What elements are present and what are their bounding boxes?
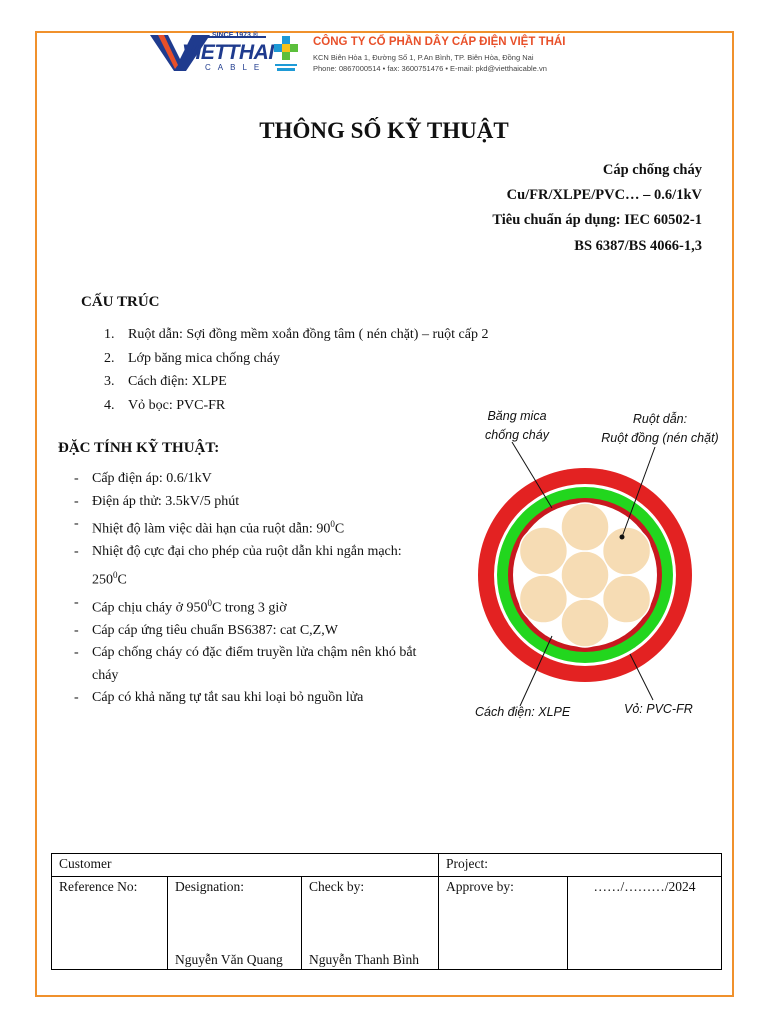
item-text-suffix: C [117,572,127,588]
conductor-strand [519,527,567,575]
project-cell: Project: [439,854,722,877]
item-text: Nhiệt độ làm việc dài hạn của ruột dẫn: 90 [92,521,331,537]
item-text: Cáp có khả năng tự tắt sau khi loại bỏ nguồn lửa [92,690,364,706]
superscript: 0 [113,569,118,580]
reference-cell [52,877,168,970]
conductor-strand [519,575,567,623]
designation-label: Designation: [175,879,244,894]
item-text: Cáp chịu cháy ở 950 [92,600,208,616]
check-label: Check by: [309,879,365,894]
cable-diagram-svg [470,400,740,730]
technical-list [74,468,419,710]
company-name: CÔNG TY CỔ PHẦN DÂY CÁP ĐIỆN VIỆT THÁI [313,36,566,48]
approval-table [51,853,722,970]
item-number: 4. [104,397,115,413]
table-row [52,854,722,877]
label-mica [473,407,561,445]
label-sheath: Vỏ: PVC-FR [624,702,693,716]
item-text: Lớp băng mica chống cháy [128,350,281,366]
company-contact: Phone: 0867000514 • fax: 3600751476 • E-mail: pkd@vietthaicable.vn [313,64,547,73]
conductor-strand [603,527,651,575]
item-text: Điện áp thử: 3.5kV/5 phút [92,493,240,509]
logo-since: SINCE 1973 ® [212,32,259,39]
spec-line: Cu/FR/XLPE/PVC… – 0.6/1kV [506,187,702,203]
checker-name: Nguyễn Thanh Bình [309,952,419,967]
list-item [104,323,488,347]
list-item: - Nhiệt độ cực đại cho phép của ruột dẫn khi ngắn mạch: $250^0C$ [74,544,402,588]
list-item: - Nhiệt độ làm việc dài hạn của ruột dẫn: $90^0C$ [74,516,345,537]
list-item: - Cấp điện áp: 0.6/1kV [74,471,212,486]
check-cell [302,877,439,970]
page-title: THÔNG SỐ KỸ THUẬT [259,118,509,143]
date-cell: ……/………/2024 [568,877,722,970]
item-text-suffix: C trong 3 giờ [212,600,287,616]
item-number: 1. [104,327,115,342]
list-item: - Điện áp thử: 3.5kV/5 phút [74,493,240,509]
logo-name: VIETTHAI [182,41,274,64]
list-item [104,370,488,394]
item-text: Cấp điện áp: 0.6/1kV [92,471,212,486]
conductor-strand [603,575,651,623]
technical-heading: ĐẶC TÍNH KỸ THUẬT: [58,440,220,456]
logo-sub: CABLE [205,63,267,72]
list-item: - Cáp cáp ứng tiêu chuẩn BS6387: cat C,Z,W [74,622,338,638]
label-conductor [590,410,730,448]
customer-cell: Customer [52,854,439,877]
item-number: 3. [104,374,115,389]
approve-label: Approve by: [446,879,514,894]
superscript: 0 [330,519,335,529]
structure-list [104,323,488,417]
list-item [104,394,488,418]
list-item: - Cáp chịu cháy ở $950^0C$ trong 3 giờ [74,594,287,616]
item-text-suffix: C [334,521,345,537]
spec-line: Cáp chống cháy [602,162,702,178]
spec-line: BS 6387/BS 4066-1,3 [574,238,702,254]
spec-line: Tiêu chuẩn áp dụng: IEC 60502-1 [492,212,702,228]
structure-heading: CẤU TRÚC [81,294,160,310]
item-number: 2. [104,350,115,366]
company-address: KCN Biên Hòa 1, Đường Số 1, P.An Bình, TP. Biên Hòa, Đồng Nai [313,53,534,62]
item-text: Cách điện: XLPE [128,374,227,389]
list-item: - Cáp có khả năng tự tắt sau khi loại bỏ nguồn lửa [74,690,364,706]
label-conductor-line: Ruột dẫn: [632,412,688,426]
certification-icon [272,34,300,74]
label-mica-line: chống cháy [485,428,549,442]
label-insulation: Cách điện: XLPE [475,705,571,719]
superscript: 0 [207,597,212,608]
list-item [104,347,488,371]
item-text: Cáp chống cháy có đặc điểm truyền lửa chậm nên khó bắt cháy [92,645,417,683]
table-row [52,877,722,970]
item-text: Vỏ bọc: PVC-FR [128,397,226,413]
conductor-strand [561,503,609,551]
approve-cell [439,877,568,970]
label-conductor-line: Ruột đồng (nén chặt) [601,431,719,445]
conductor-strand [561,551,609,599]
label-mica-line: Băng mica [487,409,547,423]
item-text: Nhiệt độ cực đại cho phép của ruột dẫn khi ngắn mạch: 250 [92,544,402,588]
conductor-strand [561,599,609,647]
reference-label: Reference No: [59,879,138,894]
list-item: - Cáp chống cháy có đặc điểm truyền lửa chậm nên khó bắt cháy [74,645,417,683]
item-text: Ruột dẫn: Sợi đồng mềm xoắn đồng tâm ( nén chặt) – ruột cấp 2 [128,327,489,342]
designer-name: Nguyễn Văn Quang [175,952,283,967]
cable-cross-section-diagram [470,400,740,730]
item-text: Cáp cáp ứng tiêu chuẩn BS6387: cat C,Z,W [92,622,338,638]
designation-cell [168,877,302,970]
